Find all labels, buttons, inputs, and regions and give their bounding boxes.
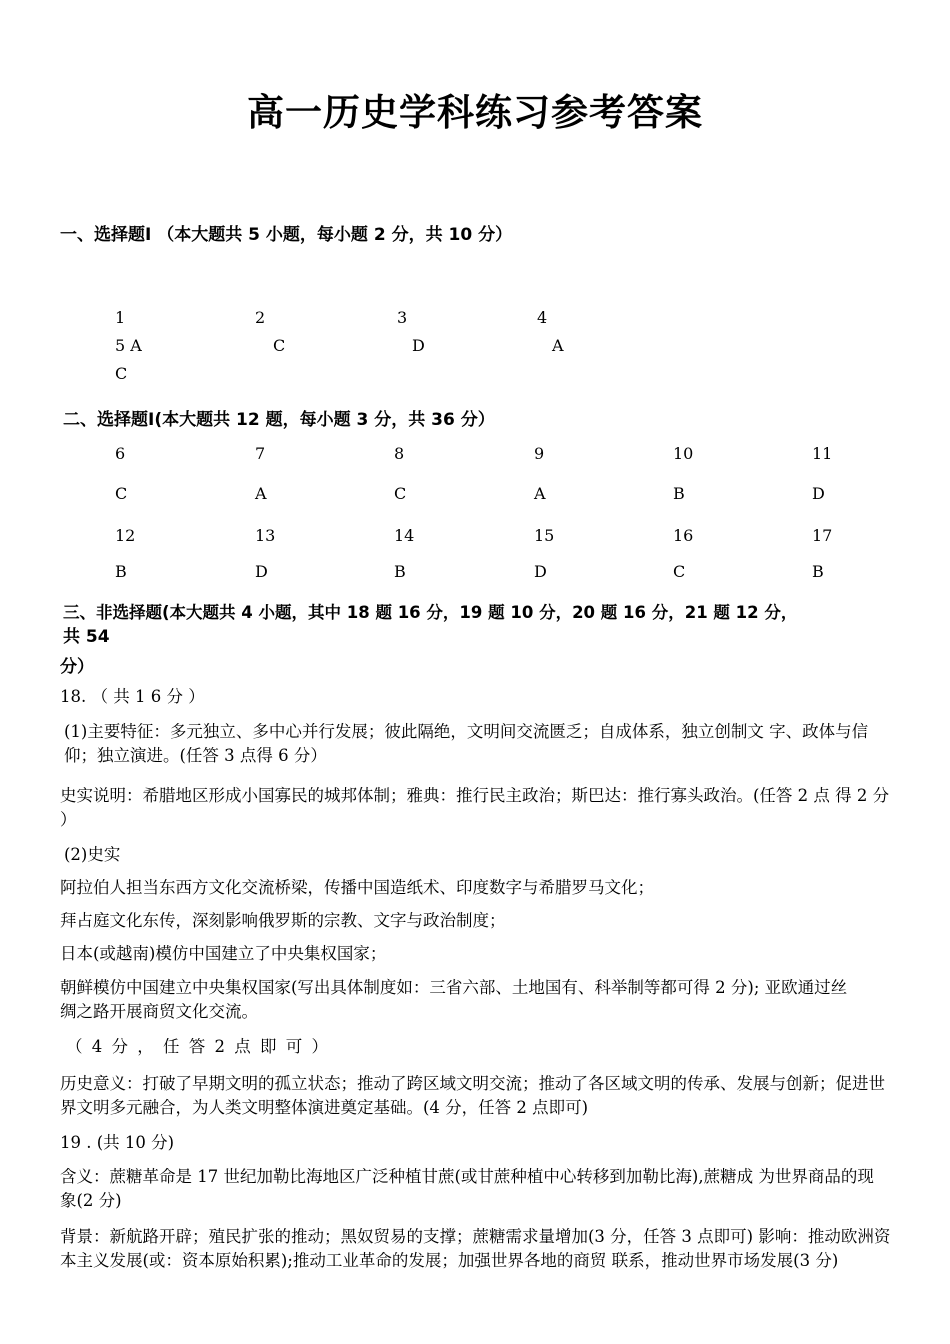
section1-heading: 一、选择题Ⅰ （本大题共 5 小题，每小题 2 分，共 10 分）	[60, 225, 513, 245]
question-number: 3	[397, 308, 408, 327]
question-number: 6	[115, 444, 126, 463]
question-number: 9	[534, 444, 545, 463]
question-number: 1	[115, 308, 126, 327]
question-number: 7	[255, 444, 266, 463]
answer-cell: C	[273, 336, 286, 355]
page-title: 高一历史学科练习参考答案	[247, 91, 703, 134]
question-number: 4	[537, 308, 548, 327]
q18-paragraph: 阿拉伯人担当东西方文化交流桥梁，传播中国造纸术、印度数字与希腊罗马文化；	[60, 878, 654, 897]
answer-cell: B	[812, 562, 824, 581]
q19-paragraph: 含义：蔗糖革命是 17 世纪加勒比海地区广泛种植甘蔗(或甘蔗种植中心转移到加勒比海),蔗糖成 为世界商品的现象(2 分)	[60, 1167, 874, 1210]
question-number: 11	[812, 444, 833, 463]
q18-paragraph: 朝鲜模仿中国建立中央集权国家(写出具体制度如：三省六部、土地国有、科举制等都可得 2 分); 亚欧通过丝绸之路开展商贸文化交流。	[60, 978, 848, 1021]
answer-cell: A	[552, 336, 564, 355]
q18-paragraph: (2)史实	[64, 845, 121, 864]
section3-heading: 三、非选择题(本大题共 4 小题，其中 18 题 16 分，19 题 10 分，20 题 16 分，21 题 12 分，	[63, 603, 798, 622]
question-number: 12	[115, 526, 136, 545]
q18-paragraph: 日本(或越南)模仿中国建立了中央集权国家；	[60, 944, 387, 963]
answer-cell: B	[673, 484, 685, 503]
section3-heading-cont: 共 54	[63, 627, 110, 647]
answer-cell: D	[412, 336, 425, 355]
answer-cell: B	[394, 562, 406, 581]
q19-header: 19 . (共 10 分)	[60, 1133, 175, 1152]
answer-cell: A	[534, 484, 546, 503]
q18-paragraph: 历史意义：打破了早期文明的孤立状态；推动了跨区域文明交流；推动了各区域文明的传承、发展与创新；促进世界文明多元融合，为人类文明整体演进奠定基础。(4 分，任答 2 点即可)	[60, 1074, 885, 1117]
answer-cell: C	[394, 484, 407, 503]
question-number: 10	[673, 444, 694, 463]
answer-cell: D	[534, 562, 547, 581]
answer-cell: 5 A	[115, 336, 142, 355]
q18-header: 18. （ 共 1 6 分 ）	[60, 687, 205, 706]
answer-cell: D	[255, 562, 268, 581]
q19-paragraph: 背景：新航路开辟；殖民扩张的推动；黑奴贸易的支撑；蔗糖需求量增加(3 分，任答 3 点即可) 影响：推动欧洲资本主义发展(或：资本原始积累);推动工业革命的发展；加强世界各地的商贸 联系，推动世界市场发展(3 分)	[60, 1227, 891, 1270]
question-number: 14	[394, 526, 415, 545]
answer-cell: A	[255, 484, 267, 503]
question-number: 17	[812, 526, 833, 545]
question-number: 8	[394, 444, 405, 463]
answer-cell: C	[673, 562, 686, 581]
section3-heading-end: 分）	[60, 657, 94, 677]
answer-cell: B	[115, 562, 127, 581]
answer-cell: C	[115, 364, 128, 383]
answer-cell: C	[115, 484, 128, 503]
q18-paragraph: 拜占庭文化东传，深刻影响俄罗斯的宗教、文字与政治制度；	[60, 911, 506, 930]
section2-heading: 二、选择题Ⅰ(本大题共 12 题，每小题 3 分，共 36 分）	[63, 410, 495, 430]
answer-cell: D	[812, 484, 825, 503]
q18-paragraph: （ 4 分 ， 任 答 2 点 即 可 ）	[66, 1037, 330, 1056]
question-number: 16	[673, 526, 694, 545]
question-number: 15	[534, 526, 555, 545]
question-number: 13	[255, 526, 276, 545]
question-number: 2	[255, 308, 266, 327]
q18-paragraph: (1)主要特征：多元独立、多中心并行发展；彼此隔绝，文明间交流匮乏；自成体系，独立创制文 字、政体与信仰；独立演进。(任答 3 点得 6 分）	[64, 722, 869, 765]
q18-paragraph: 史实说明：希腊地区形成小国寡民的城邦体制；雅典：推行民主政治；斯巴达：推行寡头政治。(任答 2 点 得 2 分 ）	[60, 786, 890, 829]
